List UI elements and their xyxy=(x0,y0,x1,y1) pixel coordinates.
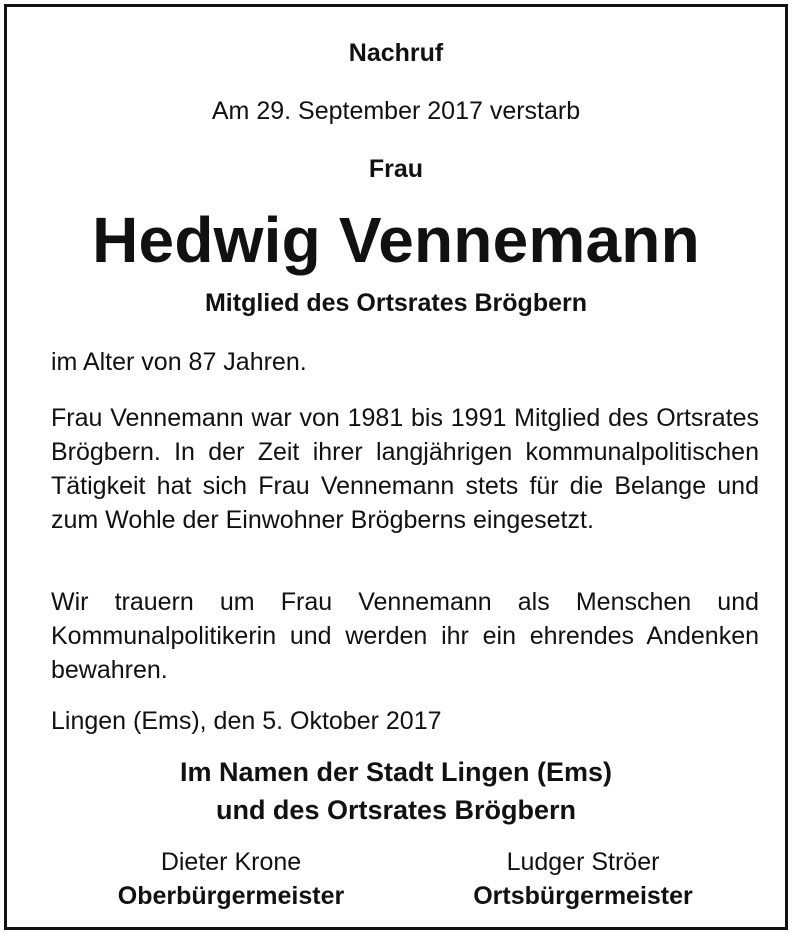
place-and-date: Lingen (Ems), den 5. Oktober 2017 xyxy=(51,707,442,735)
signer-title: Ortsbürgermeister xyxy=(473,882,693,910)
age-statement: im Alter von 87 Jahren. xyxy=(51,348,307,376)
signer-title: Oberbürgermeister xyxy=(117,882,345,910)
signature-heading-line2: und des Ortsrates Brögbern xyxy=(215,795,577,825)
signer-name: Dieter Krone xyxy=(160,848,302,876)
salutation: Frau xyxy=(368,155,424,183)
deceased-role: Mitglied des Ortsrates Brögbern xyxy=(204,289,588,317)
signer-mayor xyxy=(61,845,401,913)
notice-kicker: Nachruf xyxy=(348,39,444,67)
signer-name: Ludger Ströer xyxy=(506,848,660,876)
deceased-name: Hedwig Vennemann xyxy=(92,204,700,276)
biography-paragraph: Frau Vennemann war von 1981 bis 1991 Mitglied des Ortsrates Brögbern. In der Zeit ihrer langjährigen kommunalpolitischen Tätigkeit hat sich Frau Vennemann stets für die Belange und zum Wohle der Einwohner Brögberns eingesetzt. xyxy=(51,404,759,534)
death-date-line: Am 29. September 2017 verstarb xyxy=(211,97,581,125)
signer-local-mayor xyxy=(413,845,753,913)
obituary-notice xyxy=(4,4,788,930)
signature-heading-line1: Im Namen der Stadt Lingen (Ems) xyxy=(179,757,613,787)
mourning-paragraph: Wir trauern um Frau Vennemann als Menschen und Kommunalpolitikerin und werden ihr ein ehrendes Andenken bewahren. xyxy=(51,588,759,684)
